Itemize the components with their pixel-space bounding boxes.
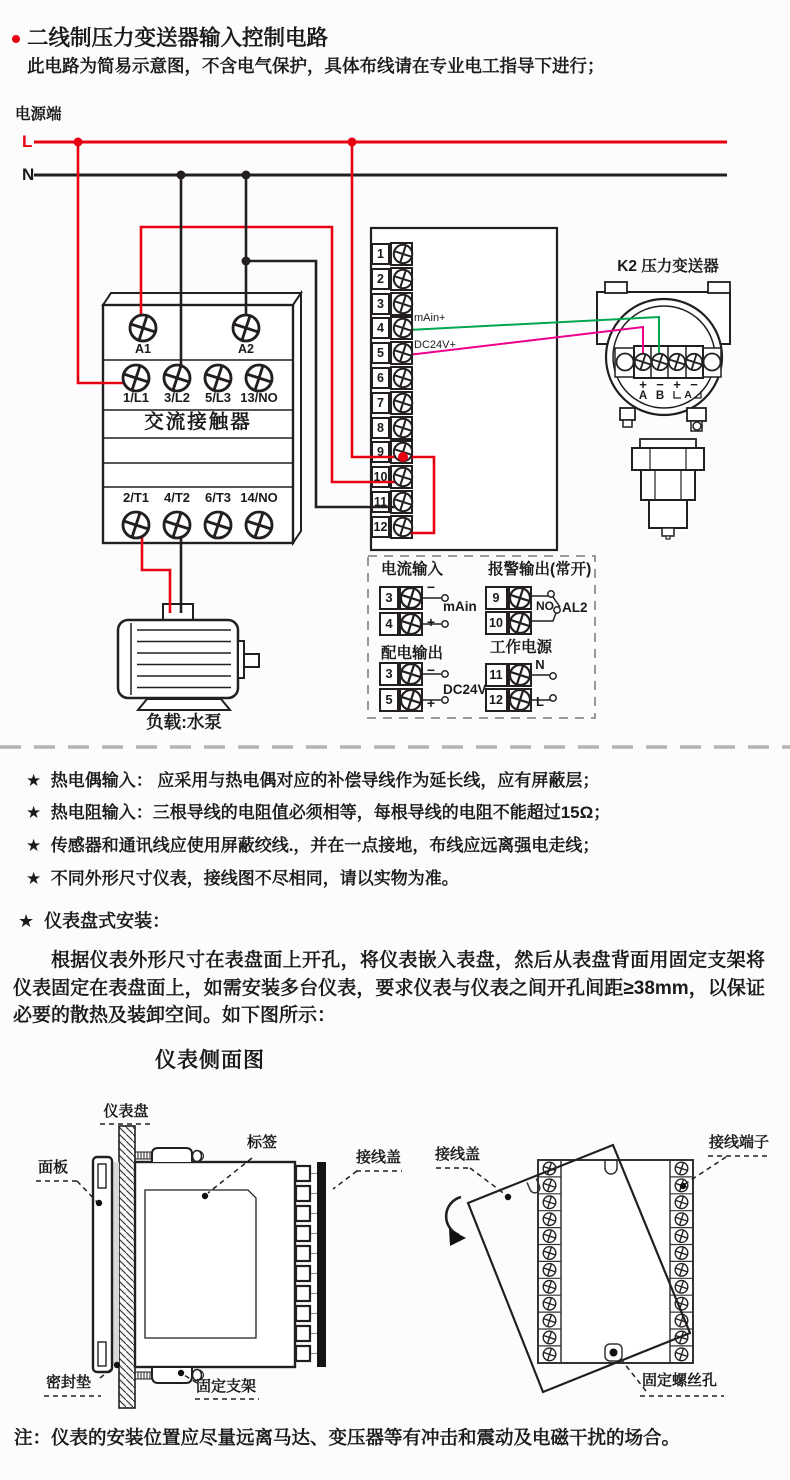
contactor-terminal-4t2: 4/T2 <box>163 490 191 505</box>
line-l-label: L <box>22 132 33 151</box>
star-icon: ★ <box>26 771 42 790</box>
transmitter-title: K2 压力变送器 <box>617 258 719 275</box>
side-view-title: 仪表侧面图 <box>155 1048 265 1072</box>
label-terminals: 接线端子 <box>709 1134 770 1151</box>
transmitter-loop-a: A <box>684 389 692 401</box>
transmitter-terminal-b: B <box>655 390 665 402</box>
group-dist-minus: − <box>426 662 436 678</box>
side-view-drawing <box>36 1124 402 1408</box>
meter-terminal-9: 9 <box>377 445 384 459</box>
group-dist-no5: 5 <box>385 692 393 707</box>
meter-terminal-3: 3 <box>377 297 384 311</box>
label-instrument-panel: 仪表盘 <box>103 1103 149 1120</box>
group-alarm-no9: 9 <box>492 591 500 605</box>
group-current-input-no4: 4 <box>385 616 393 631</box>
contactor-terminal-13no: 13/NO <box>240 390 278 405</box>
wire-label-main-plus: mAin+ <box>414 312 446 324</box>
title-bullet-icon <box>12 35 20 43</box>
transmitter-polarity-2: − <box>656 377 664 392</box>
group-power-n: N <box>535 657 545 672</box>
page-title: 二线制压力变送器输入控制电路 <box>27 26 329 50</box>
transmitter-terminal-a: A <box>638 390 648 402</box>
label-terminal-cover-side: 接线盖 <box>356 1149 402 1166</box>
label-bezel: 面板 <box>38 1159 69 1176</box>
contactor-terminal-1l1: 1/L1 <box>122 390 150 405</box>
contactor-terminal-14no: 14/NO <box>240 490 278 505</box>
load-label: 负载:水泵 <box>146 712 222 732</box>
group-power-title: 工作电源 <box>490 639 553 656</box>
transmitter-polarity-1: + <box>639 377 647 392</box>
rear-view-drawing <box>436 1145 770 1396</box>
group-current-input-label: mAin <box>443 599 477 614</box>
group-dist-no3: 3 <box>385 666 393 681</box>
star-icon: ★ <box>26 836 42 855</box>
line-n-label: N <box>22 165 35 184</box>
contactor-terminal-5l3: 5/L3 <box>204 390 232 405</box>
label-gasket: 密封垫 <box>46 1374 92 1391</box>
water-pump-drawing <box>118 604 259 710</box>
label-bracket: 固定支架 <box>196 1378 257 1395</box>
note-line-4: ★ 不同外形尺寸仪表，接线图不尽相同，请以实物为准。 <box>26 869 459 888</box>
label-tag: 标签 <box>247 1134 278 1151</box>
meter-terminal-6: 6 <box>377 371 384 385</box>
meter-terminal-4: 4 <box>377 321 384 335</box>
page-subtitle: 此电路为简易示意图，不含电气保护，具体布线请在专业电工指导下进行； <box>27 56 605 76</box>
meter-terminal-12: 12 <box>373 520 388 534</box>
note-line-1: ★ 热电偶输入： 应采用与热电偶对应的补偿导线作为延长线，应有屏蔽层； <box>26 771 600 790</box>
star-icon: ★ <box>26 869 42 888</box>
meter-terminal-2: 2 <box>377 272 384 286</box>
contactor-terminal-6t3: 6/T3 <box>204 490 232 505</box>
group-power-l: L <box>536 694 544 709</box>
group-dist-label: DC24V <box>443 682 487 697</box>
note-line-2: ★ 热电阻输入：三根导线的电阻值必须相等，每根导线的电阻不能超过15Ω； <box>26 803 611 822</box>
wire-label-dc24v-plus: DC24V+ <box>414 339 456 351</box>
contactor-terminal-a2: A2 <box>238 342 254 356</box>
transmitter-polarity-3: + <box>673 377 681 392</box>
contactor-terminal-a1: A1 <box>135 342 151 356</box>
panel-mount-paragraph: 根据仪表外形尺寸在表盘面上开孔，将仪表嵌入表盘，然后从表盘背面用固定支架将仪表固定在表盘面上，如需安装多台仪表，要求仪表与仪表之间开孔间距≥38mm，以保证必要的散热及装卸空间。如下图所示： <box>13 950 765 1026</box>
group-alarm-no-label: NO <box>536 599 554 613</box>
meter-terminal-10: 10 <box>373 470 388 484</box>
group-alarm-title: 报警输出(常开) <box>488 561 592 578</box>
power-terminal-label: 电源端 <box>15 106 62 123</box>
pressure-transmitter-drawing <box>597 282 730 539</box>
transmitter-polarity-4: − <box>690 377 698 392</box>
contactor-terminal-3l2: 3/L2 <box>163 390 191 405</box>
star-icon: ★ <box>26 803 42 822</box>
group-power-no11: 11 <box>489 668 503 682</box>
footer-note: 注：仪表的安装位置应尽量远离马达、变压器等有冲击和震动及电磁干扰的场合。 <box>14 1427 681 1448</box>
meter-terminal-11: 11 <box>373 495 388 509</box>
group-dist-title: 配电输出 <box>381 645 444 662</box>
group-alarm-no10: 10 <box>489 616 503 630</box>
group-current-input-plus: + <box>426 614 436 630</box>
contactor-terminal-2t1: 2/T1 <box>122 490 150 505</box>
meter-terminal-7: 7 <box>377 396 384 410</box>
group-current-input-minus: − <box>426 579 436 595</box>
meter-terminal-8: 8 <box>377 421 384 435</box>
note-line-3: ★ 传感器和通讯线应使用屏蔽绞线.，并在一点接地，布线应远离强电走线； <box>26 836 600 855</box>
contactor-name: 交流接触器 <box>144 411 252 433</box>
group-current-input-no3: 3 <box>385 590 393 605</box>
group-alarm-name: AL2 <box>562 600 588 615</box>
panel-mount-heading: ★ 仪表盘式安装： <box>18 911 171 931</box>
label-screw-hole: 固定螺丝孔 <box>642 1372 718 1389</box>
meter-terminal-1: 1 <box>377 247 384 261</box>
power-lines-drawing <box>34 142 727 175</box>
group-current-input-title: 电流输入 <box>381 561 444 578</box>
group-power-no12: 12 <box>489 693 503 707</box>
star-icon: ★ <box>18 911 35 931</box>
group-dist-plus: + <box>426 695 436 711</box>
label-terminal-cover-rear: 接线盖 <box>435 1146 481 1163</box>
meter-terminal-5: 5 <box>377 346 384 360</box>
